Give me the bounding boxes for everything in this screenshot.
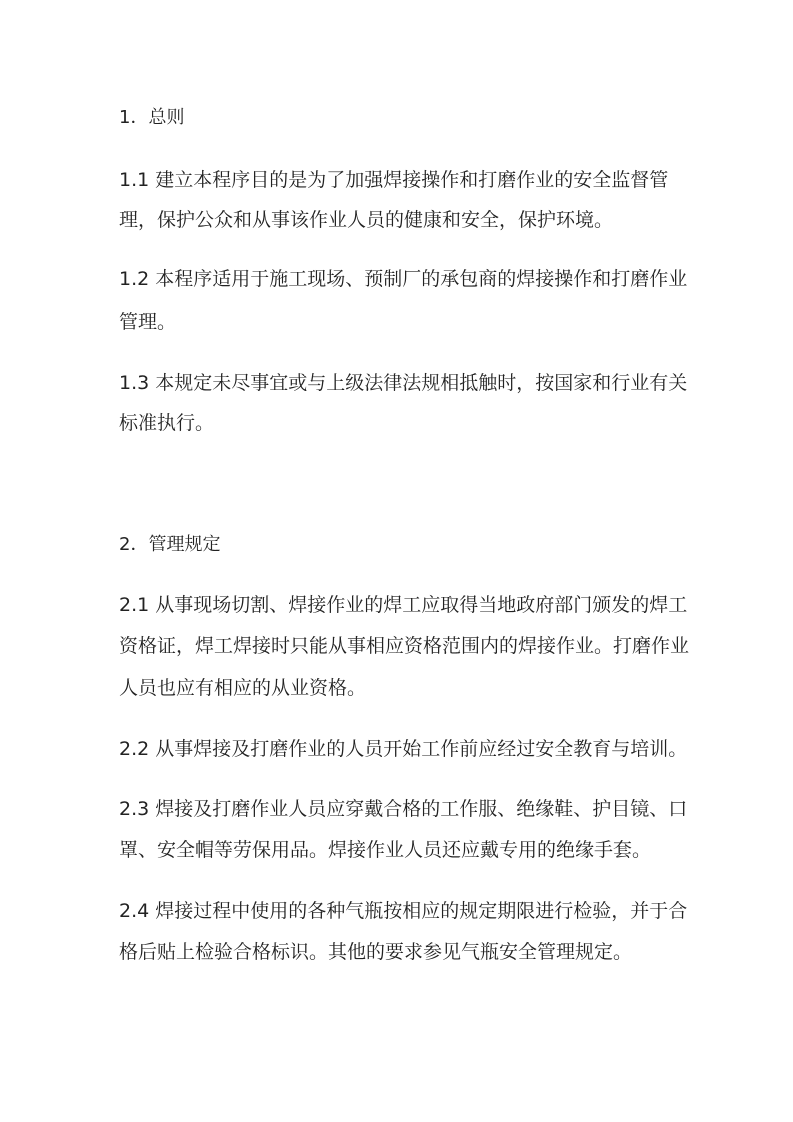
paragraph-2-1-line-3: 人员也应有相应的从业资格。 [119, 677, 367, 699]
section-1-heading: 1．总则 [119, 107, 185, 128]
paragraph-2-4-line-2: 格后贴上检验合格标识。其他的要求参见气瓶安全管理规定。 [119, 941, 633, 963]
paragraph-2-3-line-2: 罩、安全帽等劳保用品。焊接作业人员还应戴专用的绝缘手套。 [119, 839, 652, 861]
paragraph-2-1-line-1: 2.1 从事现场切割、焊接作业的焊工应取得当地政府部门颁发的焊工 [119, 594, 688, 616]
paragraph-2-3-line-1: 2.3 焊接及打磨作业人员应穿戴合格的工作服、绝缘鞋、护目镜、口 [119, 798, 688, 820]
paragraph-1-1-line-2: 理，保护公众和从事该作业人员的健康和安全，保护环境。 [119, 209, 614, 231]
paragraph-1-3-line-1: 1.3 本规定未尽事宜或与上级法律法规相抵触时，按国家和行业有关 [119, 372, 688, 394]
paragraph-1-3-line-2: 标准执行。 [119, 412, 215, 434]
paragraph-1-2-line-1: 1.2 本程序适用于施工现场、预制厂的承包商的焊接操作和打磨作业 [119, 268, 688, 290]
paragraph-2-2-line-1: 2.2 从事焊接及打磨作业的人员开始工作前应经过安全教育与培训。 [119, 738, 688, 760]
paragraph-2-1-line-2: 资格证，焊工焊接时只能从事相应资格范围内的焊接作业。打磨作业 [119, 635, 690, 657]
paragraph-1-1-line-1: 1.1 建立本程序目的是为了加强焊接操作和打磨作业的安全监督管 [119, 169, 669, 191]
section-2-heading: 2．管理规定 [119, 534, 221, 555]
paragraph-1-2-line-2: 管理。 [119, 311, 177, 333]
paragraph-2-4-line-1: 2.4 焊接过程中使用的各种气瓶按相应的规定期限进行检验，并于合 [119, 900, 688, 922]
